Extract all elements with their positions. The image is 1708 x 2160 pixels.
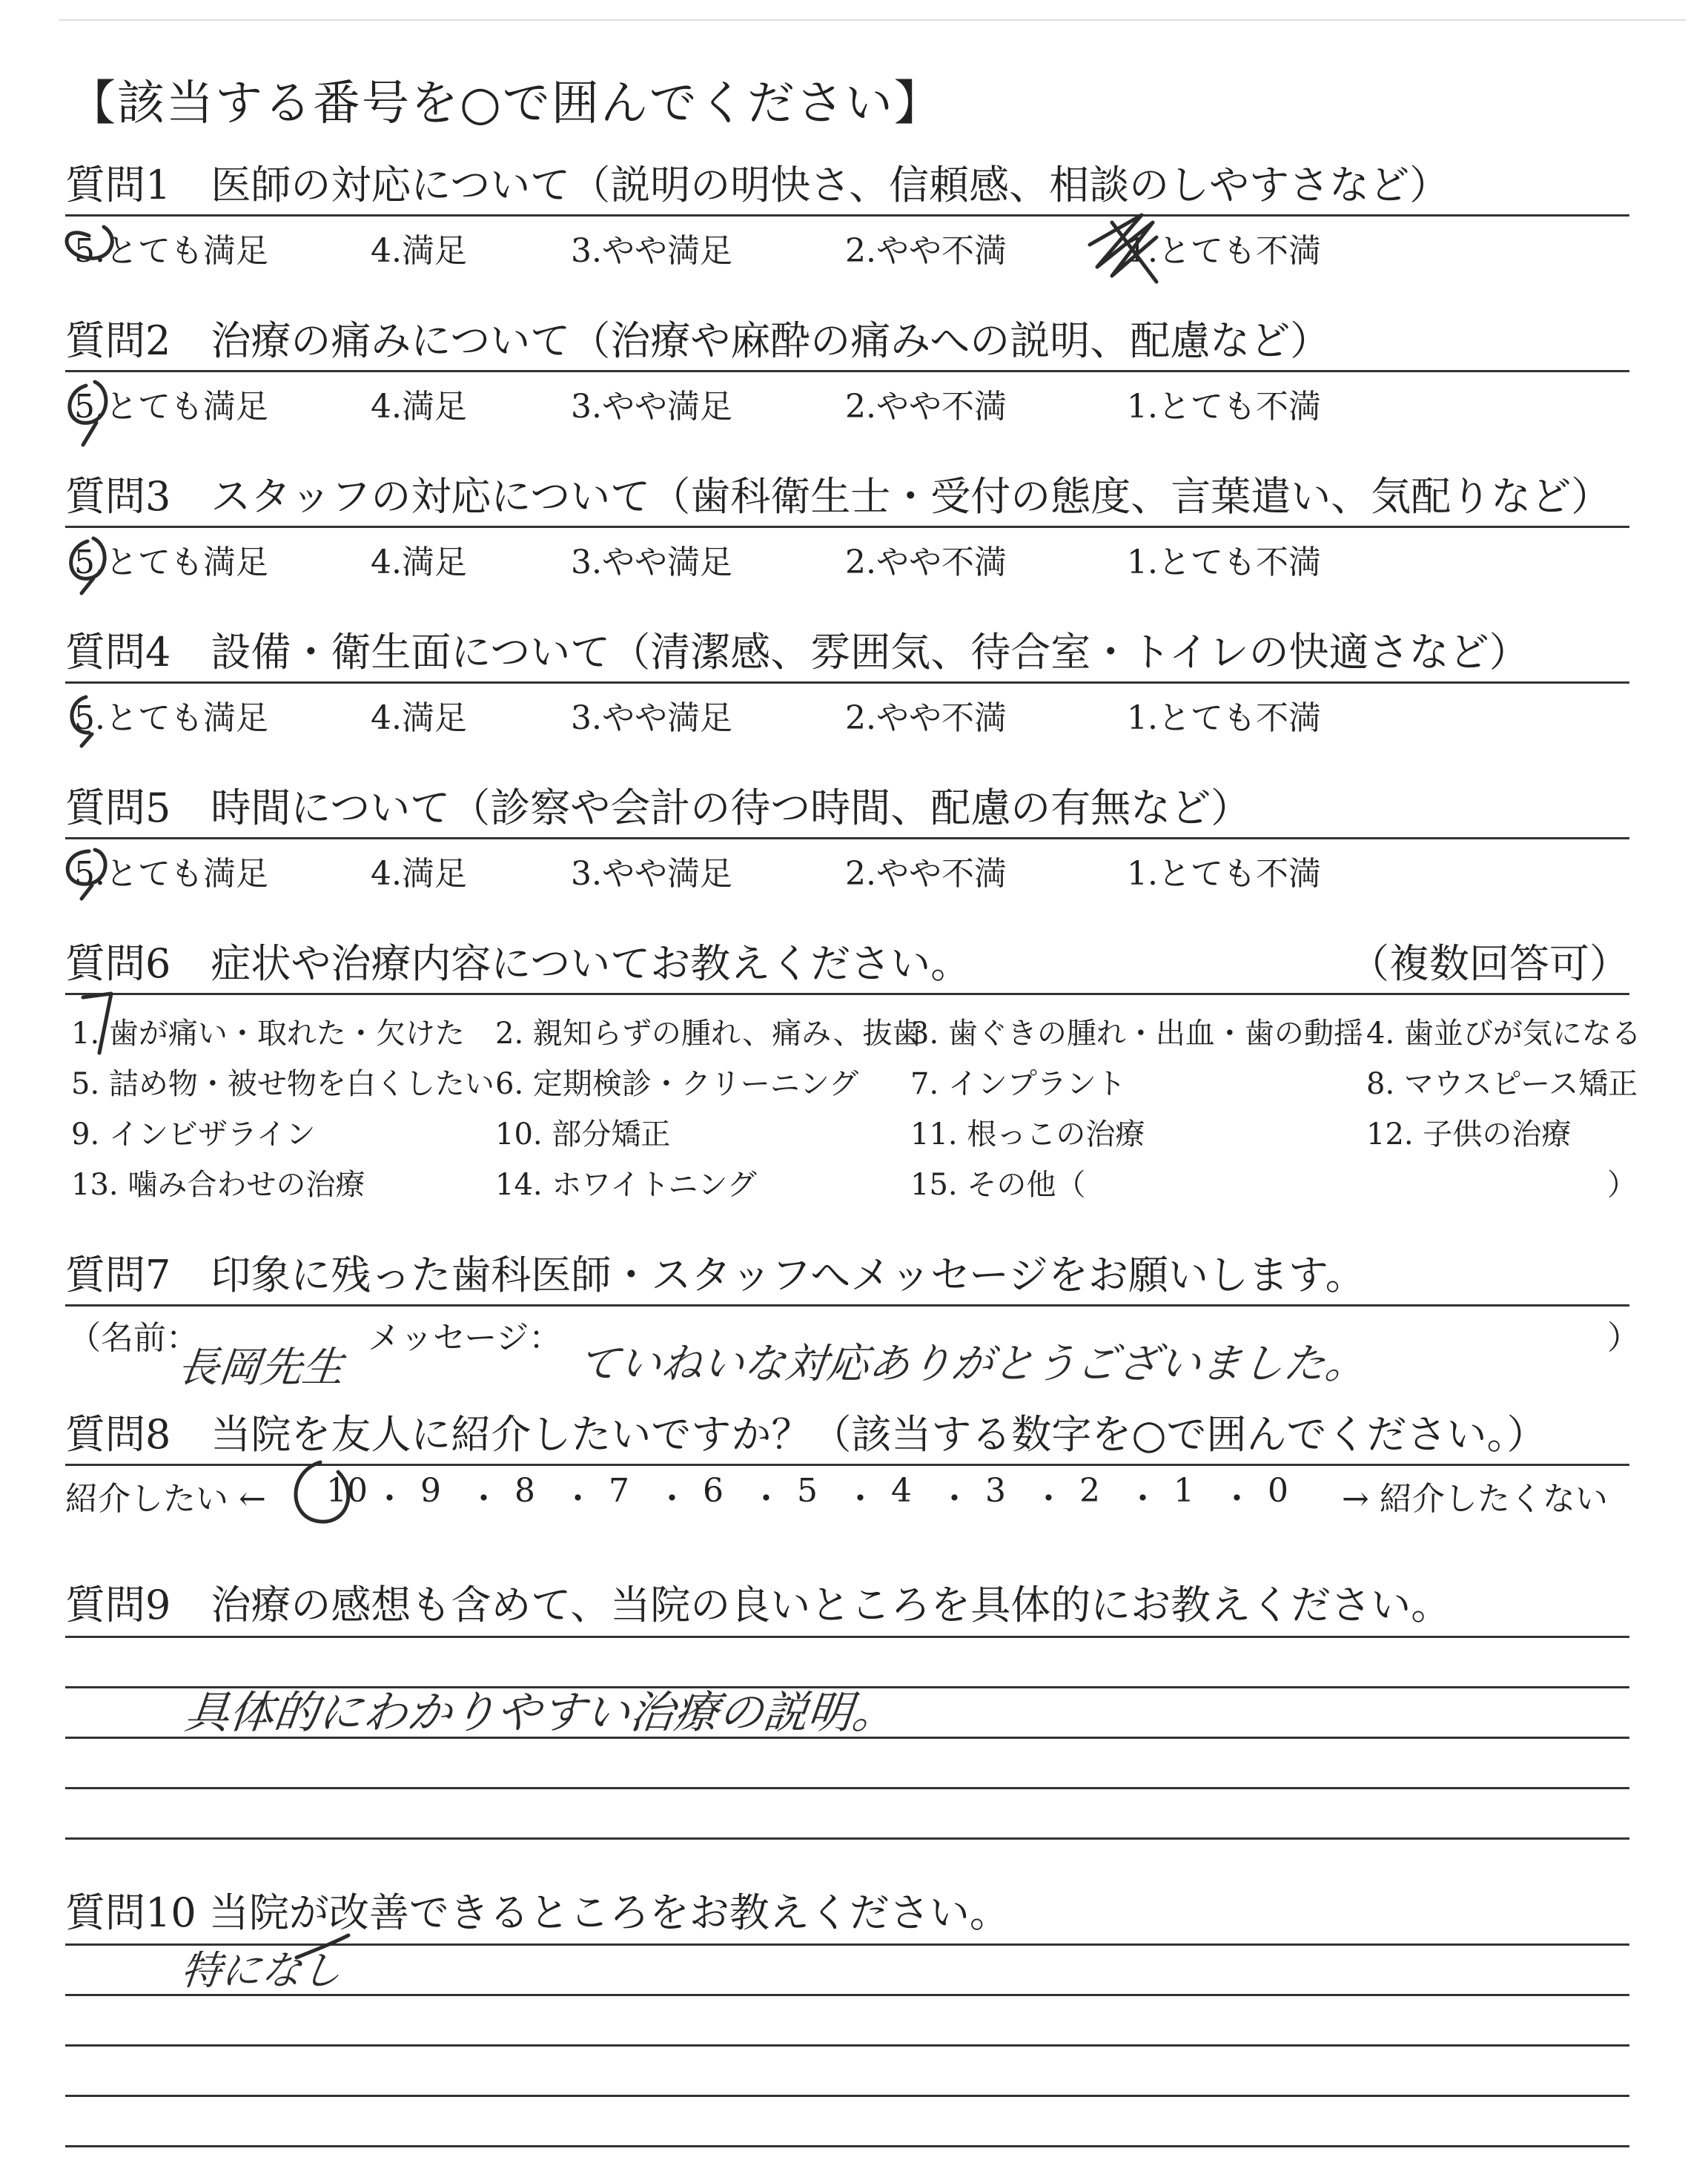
scale-value-9[interactable]: 9 <box>420 1472 441 1510</box>
multiple-answers-note: （複数回答可） <box>1349 940 1629 987</box>
option-1[interactable]: 1.とても不満 <box>1127 699 1321 737</box>
option-2[interactable]: 2.やや不満 <box>845 544 1007 581</box>
option-4[interactable]: 4.満足 <box>371 855 467 893</box>
symptom-option[interactable]: 2. 親知らずの腫れ、痛み、抜歯 <box>495 1017 922 1051</box>
symptom-option[interactable]: 10. 部分矯正 <box>495 1117 671 1152</box>
symptom-option[interactable]: 11. 根っこの治療 <box>910 1117 1145 1152</box>
handwritten-name: 長岡先生 <box>175 1344 346 1392</box>
scale-separator: ・ <box>938 1480 971 1518</box>
recommend-right-label: → 紹介したくない <box>1342 1480 1608 1518</box>
option-4[interactable]: 4.満足 <box>371 699 467 737</box>
option-5[interactable]: 5.とても満足 <box>74 544 268 581</box>
symptom-option[interactable]: 3. 歯ぐきの腫れ・出血・歯の動揺 <box>910 1017 1363 1051</box>
scale-separator: ・ <box>467 1480 500 1518</box>
symptom-option[interactable]: 7. インプラント <box>910 1067 1126 1101</box>
symptom-option-close: ） <box>1607 1168 1637 1202</box>
check-mark <box>83 994 111 1053</box>
name-label: （名前： <box>68 1319 199 1357</box>
scale-separator: ・ <box>561 1480 595 1518</box>
option-3[interactable]: 3.やや満足 <box>571 232 732 270</box>
option-3[interactable]: 3.やや満足 <box>571 855 732 893</box>
scale-value-1[interactable]: 1 <box>1174 1472 1194 1510</box>
question-8-title: 質問8 当院を友人に紹介したいですか？（該当する数字を○で囲んでください。） <box>65 1411 1547 1458</box>
symptom-option[interactable]: 12. 子供の治療 <box>1366 1117 1572 1152</box>
circle-mark <box>71 538 105 593</box>
handwritten-good-points: 具体的にわかりやすい治療の説明。 <box>182 1687 900 1739</box>
option-2[interactable]: 2.やや不満 <box>845 388 1007 426</box>
option-2[interactable]: 2.やや不満 <box>845 699 1007 737</box>
question-1-title: 質問1 医師の対応について（説明の明快さ、信頼感、相談のしやすさなど） <box>65 162 1450 208</box>
option-5[interactable]: 5.とても満足 <box>74 388 268 426</box>
scale-value-7[interactable]: 7 <box>609 1472 629 1510</box>
option-3[interactable]: 3.やや満足 <box>571 699 732 737</box>
symptom-option[interactable]: 4. 歯並びが気になる <box>1366 1017 1641 1051</box>
option-1[interactable]: 1.とても不満 <box>1127 388 1321 426</box>
question-10-title: 質問10 当院が改善できるところをお教えください。 <box>65 1889 1010 1936</box>
option-4[interactable]: 4.満足 <box>371 388 467 426</box>
symptom-option[interactable]: 15. その他（ <box>910 1168 1086 1202</box>
option-2[interactable]: 2.やや不満 <box>845 232 1007 270</box>
scale-value-0[interactable]: 0 <box>1268 1472 1288 1510</box>
option-5[interactable]: 5.とても満足 <box>74 232 268 270</box>
scribble-mark <box>1090 215 1156 282</box>
scale-value-6[interactable]: 6 <box>703 1472 724 1510</box>
option-1[interactable]: 1.とても不満 <box>1127 544 1321 581</box>
message-close-paren: ） <box>1607 1319 1640 1357</box>
question-4-title: 質問4 設備・衛生面について（清潔感、雰囲気、待合室・トイレの快適さなど） <box>65 629 1529 676</box>
symptom-option[interactable]: 6. 定期検診・クリーニング <box>495 1067 859 1101</box>
question-6-title: 質問6 症状や治療内容についてお教えください。 <box>65 940 971 987</box>
scale-separator: ・ <box>844 1480 877 1518</box>
question-7-title: 質問7 印象に残った歯科医師・スタッフへメッセージをお願いします。 <box>65 1252 1366 1298</box>
symptom-option[interactable]: 5. 詰め物・被せ物を白くしたい <box>71 1067 494 1101</box>
symptom-option[interactable]: 8. マウスピース矯正 <box>1366 1067 1638 1101</box>
circle-mark <box>67 227 112 258</box>
question-2-title: 質問2 治療の痛みについて（治療や麻酔の痛みへの説明、配慮など） <box>65 317 1331 364</box>
scale-value-5[interactable]: 5 <box>797 1472 818 1510</box>
stroke-mark <box>297 1935 348 1958</box>
circle-mark <box>67 850 105 899</box>
circle-mark <box>70 382 106 445</box>
form-header: 【該当する番号を○で囲んでください】 <box>68 76 943 131</box>
scale-value-8[interactable]: 8 <box>514 1472 535 1510</box>
scale-value-10[interactable]: 10 <box>326 1472 368 1510</box>
option-4[interactable]: 4.満足 <box>371 232 467 270</box>
circle-mark <box>72 697 92 746</box>
message-label: メッセージ： <box>368 1319 562 1357</box>
option-2[interactable]: 2.やや不満 <box>845 855 1007 893</box>
option-1[interactable]: 1.とても不満 <box>1127 232 1321 270</box>
option-1[interactable]: 1.とても不満 <box>1127 855 1321 893</box>
scale-value-4[interactable]: 4 <box>891 1472 912 1510</box>
symptom-option[interactable]: 9. インビザライン <box>71 1117 316 1152</box>
symptom-option[interactable]: 1. 歯が痛い・取れた・欠けた <box>71 1017 465 1051</box>
scale-value-2[interactable]: 2 <box>1079 1472 1100 1510</box>
recommend-left-label: 紹介したい ← <box>65 1480 266 1518</box>
circle-mark <box>296 1462 348 1522</box>
scale-separator: ・ <box>1220 1480 1254 1518</box>
question-3-title: 質問3 スタッフの対応について（歯科衛生士・受付の態度、言葉遣い、気配りなど） <box>65 473 1612 520</box>
question-9-title: 質問9 治療の感想も含めて、当院の良いところを具体的にお教えください。 <box>65 1582 1452 1628</box>
question-5-title: 質問5 時間について（診察や会計の待つ時間、配慮の有無など） <box>65 785 1251 831</box>
scale-separator: ・ <box>373 1480 406 1518</box>
option-5[interactable]: 5.とても満足 <box>74 699 268 737</box>
option-3[interactable]: 3.やや満足 <box>571 544 732 581</box>
option-5[interactable]: 5.とても満足 <box>74 855 268 893</box>
scale-separator: ・ <box>1126 1480 1159 1518</box>
scale-value-3[interactable]: 3 <box>985 1472 1006 1510</box>
handwritten-improvements: 特になし <box>179 1947 344 1994</box>
scale-separator: ・ <box>655 1480 689 1518</box>
scale-separator: ・ <box>1032 1480 1065 1518</box>
symptom-option[interactable]: 13. 噛み合わせの治療 <box>71 1168 365 1202</box>
option-3[interactable]: 3.やや満足 <box>571 388 732 426</box>
option-4[interactable]: 4.満足 <box>371 544 467 581</box>
handwritten-message: ていねいな対応ありがとうございました。 <box>575 1340 1369 1388</box>
scale-separator: ・ <box>749 1480 783 1518</box>
symptom-option[interactable]: 14. ホワイトニング <box>495 1168 757 1202</box>
